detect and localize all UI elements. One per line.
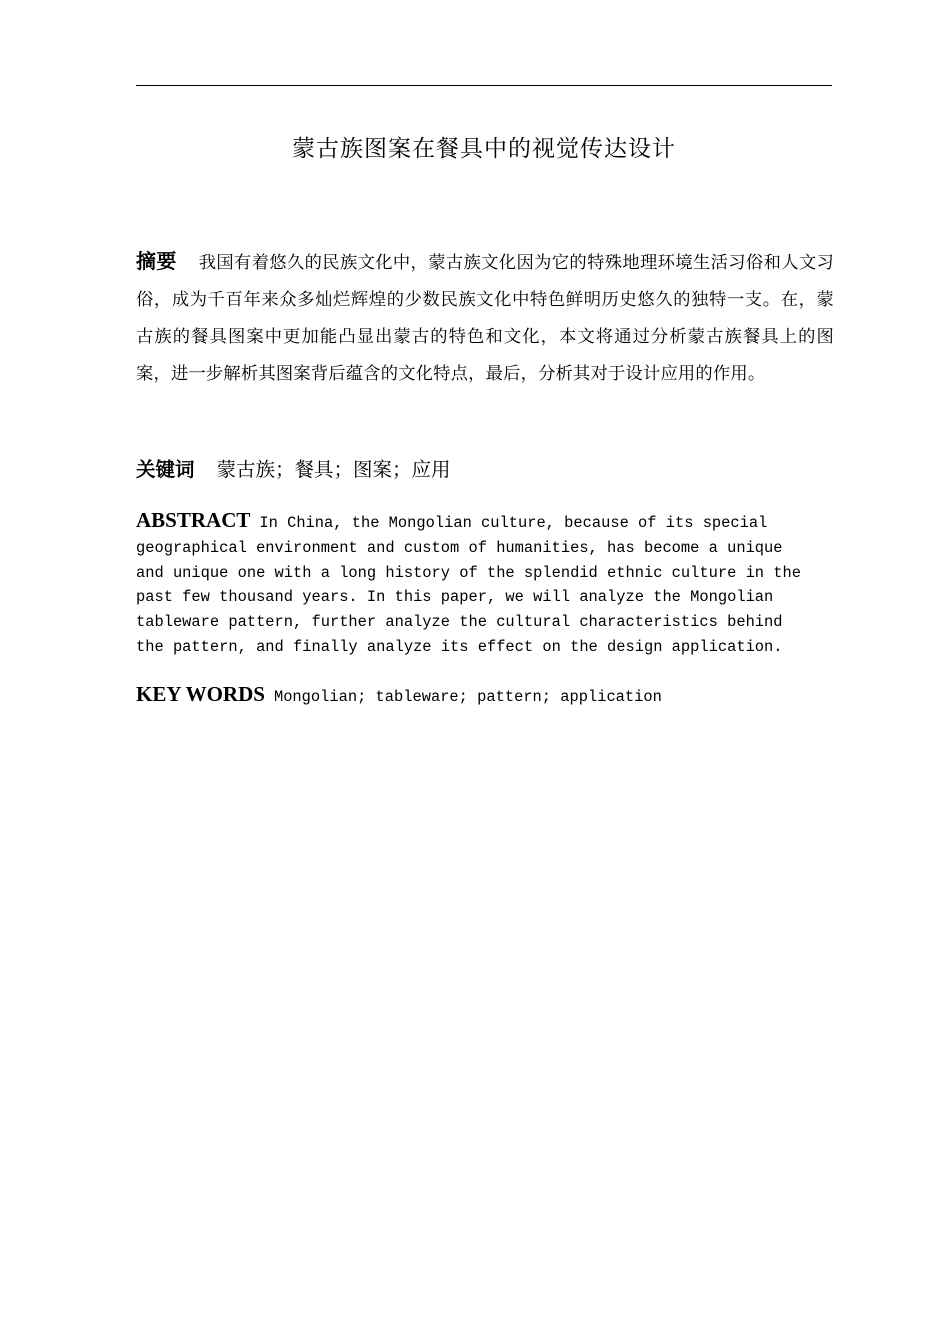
chinese-abstract (136, 243, 834, 393)
english-keywords-label: KEY WORDS (136, 682, 265, 706)
chinese-abstract-label: 摘要 (136, 249, 177, 273)
chinese-keywords-text: 蒙古族；餐具；图案；应用 (216, 458, 451, 481)
english-keywords (136, 681, 836, 710)
english-abstract-label: ABSTRACT (136, 508, 251, 532)
chinese-keywords-label: 关键词 (136, 458, 195, 481)
document-title: 蒙古族图案在餐具中的视觉传达设计 (292, 136, 676, 162)
chinese-keywords (136, 452, 834, 489)
chinese-abstract-text: 我国有着悠久的民族文化中，蒙古族文化因为它的特殊地理环境生活习俗和人文习俗，成为千百年来众多灿烂辉煌的少数民族文化中特色鲜明历史悠久的独特一支。在，蒙古族的餐具图案中更加能凸显出蒙古的特色和文化，本文将通过分析蒙古族餐具上的图案，进一步解析其图案背后蕴含的文化特点，最后，分析其对于设计应用的作用。 (136, 253, 835, 384)
header-rule (136, 85, 832, 86)
english-abstract (136, 508, 836, 660)
english-abstract-text: In China, the Mongolian culture, because of its special geographical environment and custom of humanities, has become a unique and unique one with a long history of the splendid ethnic culture in the past few thousand years. In this paper, we will analyze the Mongolian tableware pattern, further analyze the cultural characteristics behind the pattern, and finally analyze its effect on the design application. (136, 514, 801, 656)
english-keywords-text: Mongolian; tableware; pattern; application (273, 688, 662, 706)
